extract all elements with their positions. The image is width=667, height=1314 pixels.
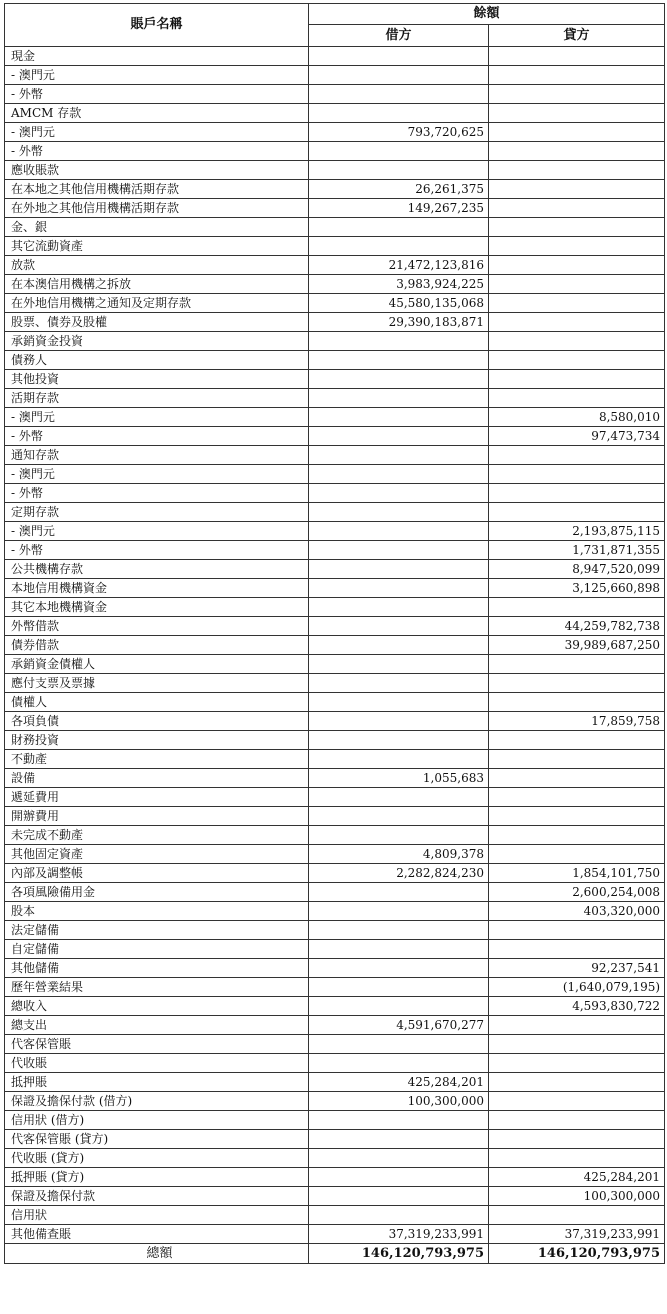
credit-cell: [489, 237, 665, 256]
table-row: [5, 788, 665, 807]
credit-cell: [489, 1130, 665, 1149]
table-row: [5, 389, 665, 408]
debit-cell: 4,809,378: [309, 845, 489, 864]
table-row: [5, 522, 665, 541]
credit-cell: [489, 370, 665, 389]
debit-cell: 1,055,683: [309, 769, 489, 788]
table-row: [5, 1111, 665, 1130]
credit-cell: [489, 313, 665, 332]
debit-cell: [309, 693, 489, 712]
table-row: [5, 750, 665, 769]
table-row: [5, 218, 665, 237]
table-row: [5, 1149, 665, 1168]
debit-cell: [309, 427, 489, 446]
debit-cell: [309, 712, 489, 731]
credit-cell: [489, 332, 665, 351]
debit-cell: [309, 731, 489, 750]
debit-cell: [309, 959, 489, 978]
debit-cell: [309, 978, 489, 997]
debit-cell: [309, 788, 489, 807]
debit-cell: [309, 1054, 489, 1073]
credit-header: 貸方: [489, 25, 665, 47]
debit-cell: 26,261,375: [309, 180, 489, 199]
table-row: [5, 1187, 665, 1206]
account-name-cell: 公共機構存款: [5, 560, 309, 579]
debit-cell: [309, 940, 489, 959]
credit-cell: 39,989,687,250: [489, 636, 665, 655]
table-row: [5, 256, 665, 275]
account-name-header: 賬戶名稱: [5, 4, 309, 47]
debit-cell: [309, 674, 489, 693]
credit-cell: [489, 826, 665, 845]
account-name-cell: - 外幣: [5, 541, 309, 560]
account-name-cell: 其他固定資產: [5, 845, 309, 864]
credit-cell: [489, 674, 665, 693]
table-row: [5, 351, 665, 370]
account-name-cell: 信用狀: [5, 1206, 309, 1225]
credit-cell: [489, 351, 665, 370]
debit-cell: [309, 655, 489, 674]
table-body: [5, 47, 665, 1244]
debit-cell: [309, 408, 489, 427]
credit-cell: [489, 845, 665, 864]
debit-cell: [309, 370, 489, 389]
table-row: [5, 712, 665, 731]
debit-cell: [309, 522, 489, 541]
account-name-cell: 通知存款: [5, 446, 309, 465]
account-name-cell: 在外地信用機構之通知及定期存款: [5, 294, 309, 313]
table-row: [5, 484, 665, 503]
account-name-cell: - 澳門元: [5, 408, 309, 427]
debit-cell: [309, 807, 489, 826]
account-name-cell: 應收賬款: [5, 161, 309, 180]
credit-cell: [489, 256, 665, 275]
balance-header: 餘額: [309, 4, 665, 25]
debit-cell: [309, 85, 489, 104]
credit-cell: [489, 1073, 665, 1092]
account-name-cell: 開辦費用: [5, 807, 309, 826]
table-row: [5, 959, 665, 978]
credit-cell: 1,854,101,750: [489, 864, 665, 883]
account-name-cell: 放款: [5, 256, 309, 275]
table-row: [5, 845, 665, 864]
account-name-cell: 總收入: [5, 997, 309, 1016]
credit-cell: 100,300,000: [489, 1187, 665, 1206]
credit-cell: [489, 921, 665, 940]
credit-cell: 44,259,782,738: [489, 617, 665, 636]
table-row: [5, 465, 665, 484]
debit-cell: [309, 47, 489, 66]
account-name-cell: 設備: [5, 769, 309, 788]
account-name-cell: 定期存款: [5, 503, 309, 522]
table-row: [5, 104, 665, 123]
table-row: [5, 560, 665, 579]
account-name-cell: 其他儲備: [5, 959, 309, 978]
account-name-cell: 信用狀 (借方): [5, 1111, 309, 1130]
debit-cell: [309, 921, 489, 940]
credit-cell: [489, 788, 665, 807]
credit-cell: [489, 66, 665, 85]
table-row: [5, 997, 665, 1016]
debit-cell: [309, 1130, 489, 1149]
account-name-cell: 抵押賬 (貸方): [5, 1168, 309, 1187]
credit-cell: 97,473,734: [489, 427, 665, 446]
credit-cell: [489, 446, 665, 465]
debit-cell: [309, 560, 489, 579]
debit-cell: [309, 503, 489, 522]
credit-cell: [489, 85, 665, 104]
table-row: [5, 807, 665, 826]
credit-cell: 1,731,871,355: [489, 541, 665, 560]
table-row: [5, 978, 665, 997]
account-name-cell: 代客保管賬: [5, 1035, 309, 1054]
account-name-cell: 在本地之其他信用機構活期存款: [5, 180, 309, 199]
debit-cell: [309, 997, 489, 1016]
credit-cell: [489, 104, 665, 123]
account-name-cell: - 外幣: [5, 85, 309, 104]
debit-cell: 37,319,233,991: [309, 1225, 489, 1244]
table-row: [5, 427, 665, 446]
credit-cell: [489, 389, 665, 408]
account-name-cell: - 外幣: [5, 427, 309, 446]
table-row: [5, 408, 665, 427]
debit-cell: [309, 484, 489, 503]
credit-cell: [489, 47, 665, 66]
credit-cell: 37,319,233,991: [489, 1225, 665, 1244]
debit-cell: [309, 161, 489, 180]
debit-cell: [309, 1206, 489, 1225]
debit-cell: 45,580,135,068: [309, 294, 489, 313]
account-name-cell: - 澳門元: [5, 465, 309, 484]
table-row: [5, 902, 665, 921]
account-name-cell: AMCM 存款: [5, 104, 309, 123]
debit-cell: [309, 617, 489, 636]
credit-cell: [489, 123, 665, 142]
credit-cell: [489, 199, 665, 218]
debit-cell: [309, 541, 489, 560]
table-row: [5, 47, 665, 66]
debit-cell: [309, 389, 489, 408]
table-row: [5, 541, 665, 560]
credit-cell: [489, 655, 665, 674]
table-row: [5, 636, 665, 655]
credit-cell: 2,600,254,008: [489, 883, 665, 902]
debit-cell: 100,300,000: [309, 1092, 489, 1111]
table-row: [5, 693, 665, 712]
table-row: [5, 921, 665, 940]
account-name-cell: 活期存款: [5, 389, 309, 408]
table-row: [5, 66, 665, 85]
debit-cell: 2,282,824,230: [309, 864, 489, 883]
account-name-cell: - 外幣: [5, 142, 309, 161]
table-row: [5, 199, 665, 218]
credit-cell: 4,593,830,722: [489, 997, 665, 1016]
table-row: [5, 1016, 665, 1035]
table-row: [5, 313, 665, 332]
account-name-cell: 總支出: [5, 1016, 309, 1035]
table-row: [5, 617, 665, 636]
credit-cell: [489, 1016, 665, 1035]
account-name-cell: 承銷資金投資: [5, 332, 309, 351]
account-name-cell: 金、銀: [5, 218, 309, 237]
account-name-cell: 股票、債券及股權: [5, 313, 309, 332]
table-row: [5, 1168, 665, 1187]
account-name-cell: 自定儲備: [5, 940, 309, 959]
account-name-cell: 內部及調整帳: [5, 864, 309, 883]
table-row: [5, 579, 665, 598]
credit-cell: [489, 1092, 665, 1111]
debit-cell: [309, 142, 489, 161]
table-row: [5, 446, 665, 465]
credit-cell: [489, 1111, 665, 1130]
account-name-cell: 本地信用機構資金: [5, 579, 309, 598]
table-row: [5, 1225, 665, 1244]
total-credit: 146,120,793,975: [489, 1244, 665, 1264]
table-row: [5, 1035, 665, 1054]
account-name-cell: 在本澳信用機構之拆放: [5, 275, 309, 294]
account-name-cell: 現金: [5, 47, 309, 66]
table-row: [5, 142, 665, 161]
credit-cell: [489, 1206, 665, 1225]
credit-cell: 17,859,758: [489, 712, 665, 731]
credit-cell: 3,125,660,898: [489, 579, 665, 598]
account-name-cell: 財務投資: [5, 731, 309, 750]
table-row: [5, 123, 665, 142]
account-name-cell: - 澳門元: [5, 66, 309, 85]
debit-cell: [309, 446, 489, 465]
table-row: [5, 1130, 665, 1149]
credit-cell: [489, 598, 665, 617]
credit-cell: 8,580,010: [489, 408, 665, 427]
credit-cell: [489, 218, 665, 237]
table-row: [5, 370, 665, 389]
debit-cell: [309, 579, 489, 598]
table-row: [5, 598, 665, 617]
account-name-cell: 其他投資: [5, 370, 309, 389]
debit-cell: 21,472,123,816: [309, 256, 489, 275]
account-name-cell: 代收賬 (貸方): [5, 1149, 309, 1168]
credit-cell: [489, 180, 665, 199]
table-row: [5, 655, 665, 674]
credit-cell: [489, 940, 665, 959]
debit-cell: [309, 1187, 489, 1206]
table-row: [5, 85, 665, 104]
account-name-cell: 其它流動資產: [5, 237, 309, 256]
table-row: [5, 883, 665, 902]
debit-cell: [309, 1168, 489, 1187]
table-row: [5, 503, 665, 522]
credit-cell: [489, 465, 665, 484]
table-header: [5, 4, 665, 47]
account-name-cell: 法定儲備: [5, 921, 309, 940]
credit-cell: 425,284,201: [489, 1168, 665, 1187]
debit-cell: 793,720,625: [309, 123, 489, 142]
credit-cell: [489, 807, 665, 826]
debit-cell: [309, 218, 489, 237]
credit-cell: [489, 161, 665, 180]
table-row: [5, 294, 665, 313]
debit-cell: [309, 104, 489, 123]
debit-cell: [309, 750, 489, 769]
table-row: [5, 769, 665, 788]
credit-cell: [489, 275, 665, 294]
account-name-cell: 外幣借款: [5, 617, 309, 636]
account-name-cell: 債務人: [5, 351, 309, 370]
credit-cell: 403,320,000: [489, 902, 665, 921]
total-label: 總額: [5, 1244, 309, 1264]
credit-cell: [489, 1054, 665, 1073]
account-name-cell: 債券借款: [5, 636, 309, 655]
account-name-cell: - 澳門元: [5, 522, 309, 541]
debit-cell: [309, 237, 489, 256]
debit-cell: [309, 332, 489, 351]
account-name-cell: 其他備查賬: [5, 1225, 309, 1244]
account-name-cell: 保證及擔保付款 (借方): [5, 1092, 309, 1111]
total-row: [5, 1244, 665, 1264]
account-name-cell: 遞延費用: [5, 788, 309, 807]
account-name-cell: 不動產: [5, 750, 309, 769]
credit-cell: [489, 769, 665, 788]
credit-cell: [489, 750, 665, 769]
table-row: [5, 674, 665, 693]
credit-cell: [489, 503, 665, 522]
account-name-cell: 債權人: [5, 693, 309, 712]
debit-cell: [309, 465, 489, 484]
debit-cell: 29,390,183,871: [309, 313, 489, 332]
debit-cell: [309, 351, 489, 370]
table-row: [5, 275, 665, 294]
account-name-cell: 各項負債: [5, 712, 309, 731]
credit-cell: [489, 484, 665, 503]
credit-cell: [489, 294, 665, 313]
credit-cell: [489, 1149, 665, 1168]
account-name-cell: 應付支票及票據: [5, 674, 309, 693]
credit-cell: [489, 693, 665, 712]
account-name-cell: 代客保管賬 (貸方): [5, 1130, 309, 1149]
account-name-cell: 歷年營業結果: [5, 978, 309, 997]
account-name-cell: 保證及擔保付款: [5, 1187, 309, 1206]
account-name-cell: 股本: [5, 902, 309, 921]
credit-cell: 8,947,520,099: [489, 560, 665, 579]
credit-cell: [489, 731, 665, 750]
table-row: [5, 1092, 665, 1111]
credit-cell: [489, 1035, 665, 1054]
debit-cell: [309, 598, 489, 617]
table-row: [5, 237, 665, 256]
total-debit: 146,120,793,975: [309, 1244, 489, 1264]
debit-cell: [309, 1111, 489, 1130]
credit-cell: 2,193,875,115: [489, 522, 665, 541]
trial-balance-sheet: [4, 3, 664, 1264]
account-name-cell: 在外地之其他信用機構活期存款: [5, 199, 309, 218]
table-row: [5, 826, 665, 845]
debit-cell: [309, 826, 489, 845]
debit-cell: [309, 902, 489, 921]
table-row: [5, 1073, 665, 1092]
account-name-cell: - 澳門元: [5, 123, 309, 142]
table-row: [5, 940, 665, 959]
account-name-cell: - 外幣: [5, 484, 309, 503]
table-row: [5, 161, 665, 180]
debit-cell: [309, 1035, 489, 1054]
credit-cell: [489, 142, 665, 161]
debit-cell: [309, 636, 489, 655]
credit-cell: 92,237,541: [489, 959, 665, 978]
table-row: [5, 1054, 665, 1073]
account-name-cell: 抵押賬: [5, 1073, 309, 1092]
debit-cell: 4,591,670,277: [309, 1016, 489, 1035]
debit-cell: [309, 66, 489, 85]
trial-balance-table: [4, 3, 665, 1264]
table-row: [5, 864, 665, 883]
debit-cell: 425,284,201: [309, 1073, 489, 1092]
table-row: [5, 731, 665, 750]
account-name-cell: 各項風險備用金: [5, 883, 309, 902]
debit-cell: 3,983,924,225: [309, 275, 489, 294]
debit-cell: 149,267,235: [309, 199, 489, 218]
account-name-cell: 承銷資金債權人: [5, 655, 309, 674]
debit-header: 借方: [309, 25, 489, 47]
account-name-cell: 代收賬: [5, 1054, 309, 1073]
table-row: [5, 1206, 665, 1225]
table-row: [5, 332, 665, 351]
credit-cell: (1,640,079,195): [489, 978, 665, 997]
table-row: [5, 180, 665, 199]
debit-cell: [309, 883, 489, 902]
account-name-cell: 未完成不動產: [5, 826, 309, 845]
account-name-cell: 其它本地機構資金: [5, 598, 309, 617]
debit-cell: [309, 1149, 489, 1168]
